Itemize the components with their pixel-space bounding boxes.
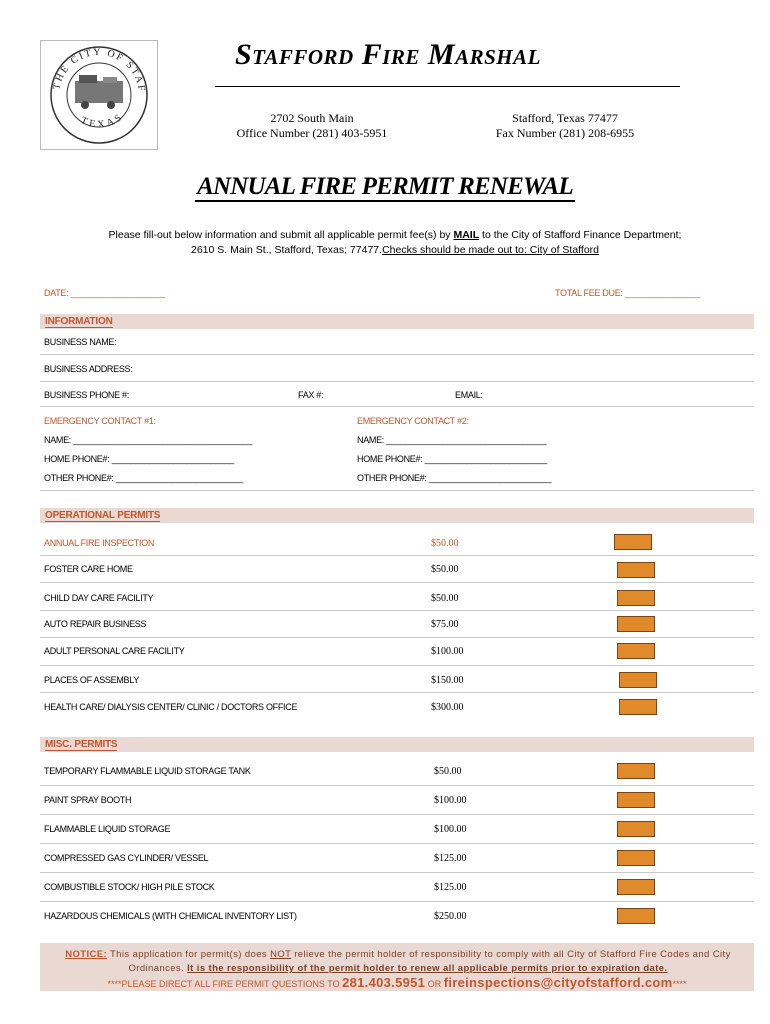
permit-label: FOSTER CARE HOME [44,564,133,574]
permit-label: HEALTH CARE/ DIALYSIS CENTER/ CLINIC / DOCTORS OFFICE [44,702,298,712]
permit-checkbox[interactable] [617,821,655,837]
divider [40,490,754,491]
street-address: 2702 South Main [270,111,354,125]
divider [40,785,754,786]
divider [40,814,754,815]
date-field[interactable]: DATE: ____________________ [44,288,165,298]
divider [40,582,754,583]
permit-checkbox[interactable] [617,616,655,632]
permit-checkbox[interactable] [617,562,655,578]
permit-price: $50.00 [431,538,459,549]
information-section-header [40,314,754,329]
operational-permits-section-header [40,508,754,523]
permit-checkbox[interactable] [617,643,655,659]
permit-label: AUTO REPAIR BUSINESS [44,619,147,629]
contact-email[interactable]: fireinspections@cityofstafford.com [443,975,673,990]
form-title [0,173,770,201]
contact-1-home-phone-field[interactable]: HOME PHONE#: __________________________ [44,454,234,464]
permit-label: ADULT PERSONAL CARE FACILITY [44,646,185,656]
permit-price: $50.00 [431,564,459,575]
divider [40,381,754,382]
fax-field[interactable]: FAX #: [298,390,324,400]
office-address-block [222,111,402,141]
permit-checkbox[interactable] [619,699,657,715]
permit-label: HAZARDOUS CHEMICALS (WITH CHEMICAL INVENTORY LIST) [44,911,297,921]
email-field[interactable]: EMAIL: [455,390,483,400]
divider [40,555,754,556]
permit-price: $300.00 [431,702,464,713]
city-state: Stafford, Texas 77477 [512,111,618,125]
permit-price: $150.00 [431,675,464,686]
instructions-mail: MAIL [453,229,480,241]
instructions-text-2: to the City of Stafford Finance Department; [479,229,682,241]
permit-label: ANNUAL FIRE INSPECTION [44,538,155,548]
permit-checkbox[interactable] [617,879,655,895]
permit-price: $100.00 [434,795,467,806]
divider [40,637,754,638]
notice-responsibility: It is the responsibility of the permit holder to renew all applicable permits prior to expiration date. [187,963,668,974]
divider [40,843,754,844]
contact-or: OR [425,979,444,989]
contact-suffix: **** [672,979,687,989]
permit-checkbox[interactable] [617,908,655,924]
contact-prefix: ****PLEASE DIRECT ALL FIRE PERMIT QUESTIONS TO [107,979,343,989]
emergency-contact-2-heading: EMERGENCY CONTACT #2: [357,416,469,426]
contact-line [40,975,754,990]
instructions-text: Please fill-out below information and submit all applicable permit fee(s) by [108,229,454,241]
permit-price: $50.00 [434,766,462,777]
notice-not: NOT [270,949,292,960]
form-title-text: ANNUAL FIRE PERMIT RENEWAL [197,173,573,200]
permit-checkbox[interactable] [617,763,655,779]
permit-label: FLAMMABLE LIQUID STORAGE [44,824,171,834]
divider [40,665,754,666]
instructions-checks: Checks should be made out to: City of Stafford [382,244,599,256]
instructions [0,228,770,258]
notice-body: This application for permit(s) does [107,949,271,960]
permit-label: CHILD DAY CARE FACILITY [44,593,154,603]
permit-price: $250.00 [434,911,467,922]
information-heading: INFORMATION [45,316,113,327]
permit-checkbox[interactable] [614,534,652,550]
contact-1-name-field[interactable]: NAME: ______________________________________ [44,435,253,445]
business-address-field[interactable]: BUSINESS ADDRESS: [44,364,133,374]
divider [40,692,754,693]
contact-1-other-phone-field[interactable]: OTHER PHONE#: ___________________________ [44,473,243,483]
permit-price: $125.00 [434,853,467,864]
page-title: Stafford Fire Marshal [235,38,541,71]
permit-label: PLACES OF ASSEMBLY [44,675,139,685]
permit-price: $125.00 [434,882,467,893]
notice-text [48,948,748,976]
notice-label: NOTICE: [65,949,108,960]
contact-2-home-phone-field[interactable]: HOME PHONE#: __________________________ [357,454,547,464]
instructions-address: 2610 S. Main St., Stafford, Texas; 77477. [190,244,383,256]
total-fee-field[interactable]: TOTAL FEE DUE: ________________ [555,288,701,298]
misc-permits-section-header [40,737,754,752]
permit-price: $75.00 [431,619,459,630]
permit-price: $100.00 [434,824,467,835]
permit-checkbox[interactable] [617,792,655,808]
svg-text:THE CITY OF STAFFORD: THE CITY OF STAF [51,46,148,94]
business-phone-field[interactable]: BUSINESS PHONE #: [44,390,129,400]
contact-2-other-phone-field[interactable]: OTHER PHONE#: __________________________ [357,473,552,483]
misc-permits-heading: MISC. PERMITS [45,739,118,750]
contact-phone: 281.403.5951 [342,975,426,990]
permit-label: COMPRESSED GAS CYLINDER/ VESSEL [44,853,209,863]
permit-label: COMBUSTIBLE STOCK/ HIGH PILE STOCK [44,882,215,892]
svg-text:TEXAS: TEXAS [79,110,127,131]
operational-permits-heading: OPERATIONAL PERMITS [45,510,161,521]
permit-checkbox[interactable] [619,672,657,688]
permit-label: TEMPORARY FLAMMABLE LIQUID STORAGE TANK [44,766,251,776]
divider [40,901,754,902]
divider [40,610,754,611]
emergency-contact-1-heading: EMERGENCY CONTACT #1: [44,416,156,426]
title-divider [215,86,680,87]
fax-number: Fax Number (281) 208-6955 [495,126,635,140]
permit-label: PAINT SPRAY BOOTH [44,795,132,805]
notice-box [40,943,754,991]
permit-price: $50.00 [431,593,459,604]
divider [40,872,754,873]
notice-body-2: relieve the permit holder of responsibility to comply with all City of Stafford Fire Codes and City Ordinances. [128,949,731,974]
permit-checkbox[interactable] [617,850,655,866]
business-name-field[interactable]: BUSINESS NAME: [44,337,117,347]
divider [40,354,754,355]
divider [40,406,754,407]
contact-2-name-field[interactable]: NAME: __________________________________ [357,435,547,445]
city-seal-logo [40,40,158,150]
office-phone: Office Number (281) 403-5951 [236,126,388,140]
permit-price: $100.00 [431,646,464,657]
city-fax-block [470,111,660,141]
permit-checkbox[interactable] [617,590,655,606]
